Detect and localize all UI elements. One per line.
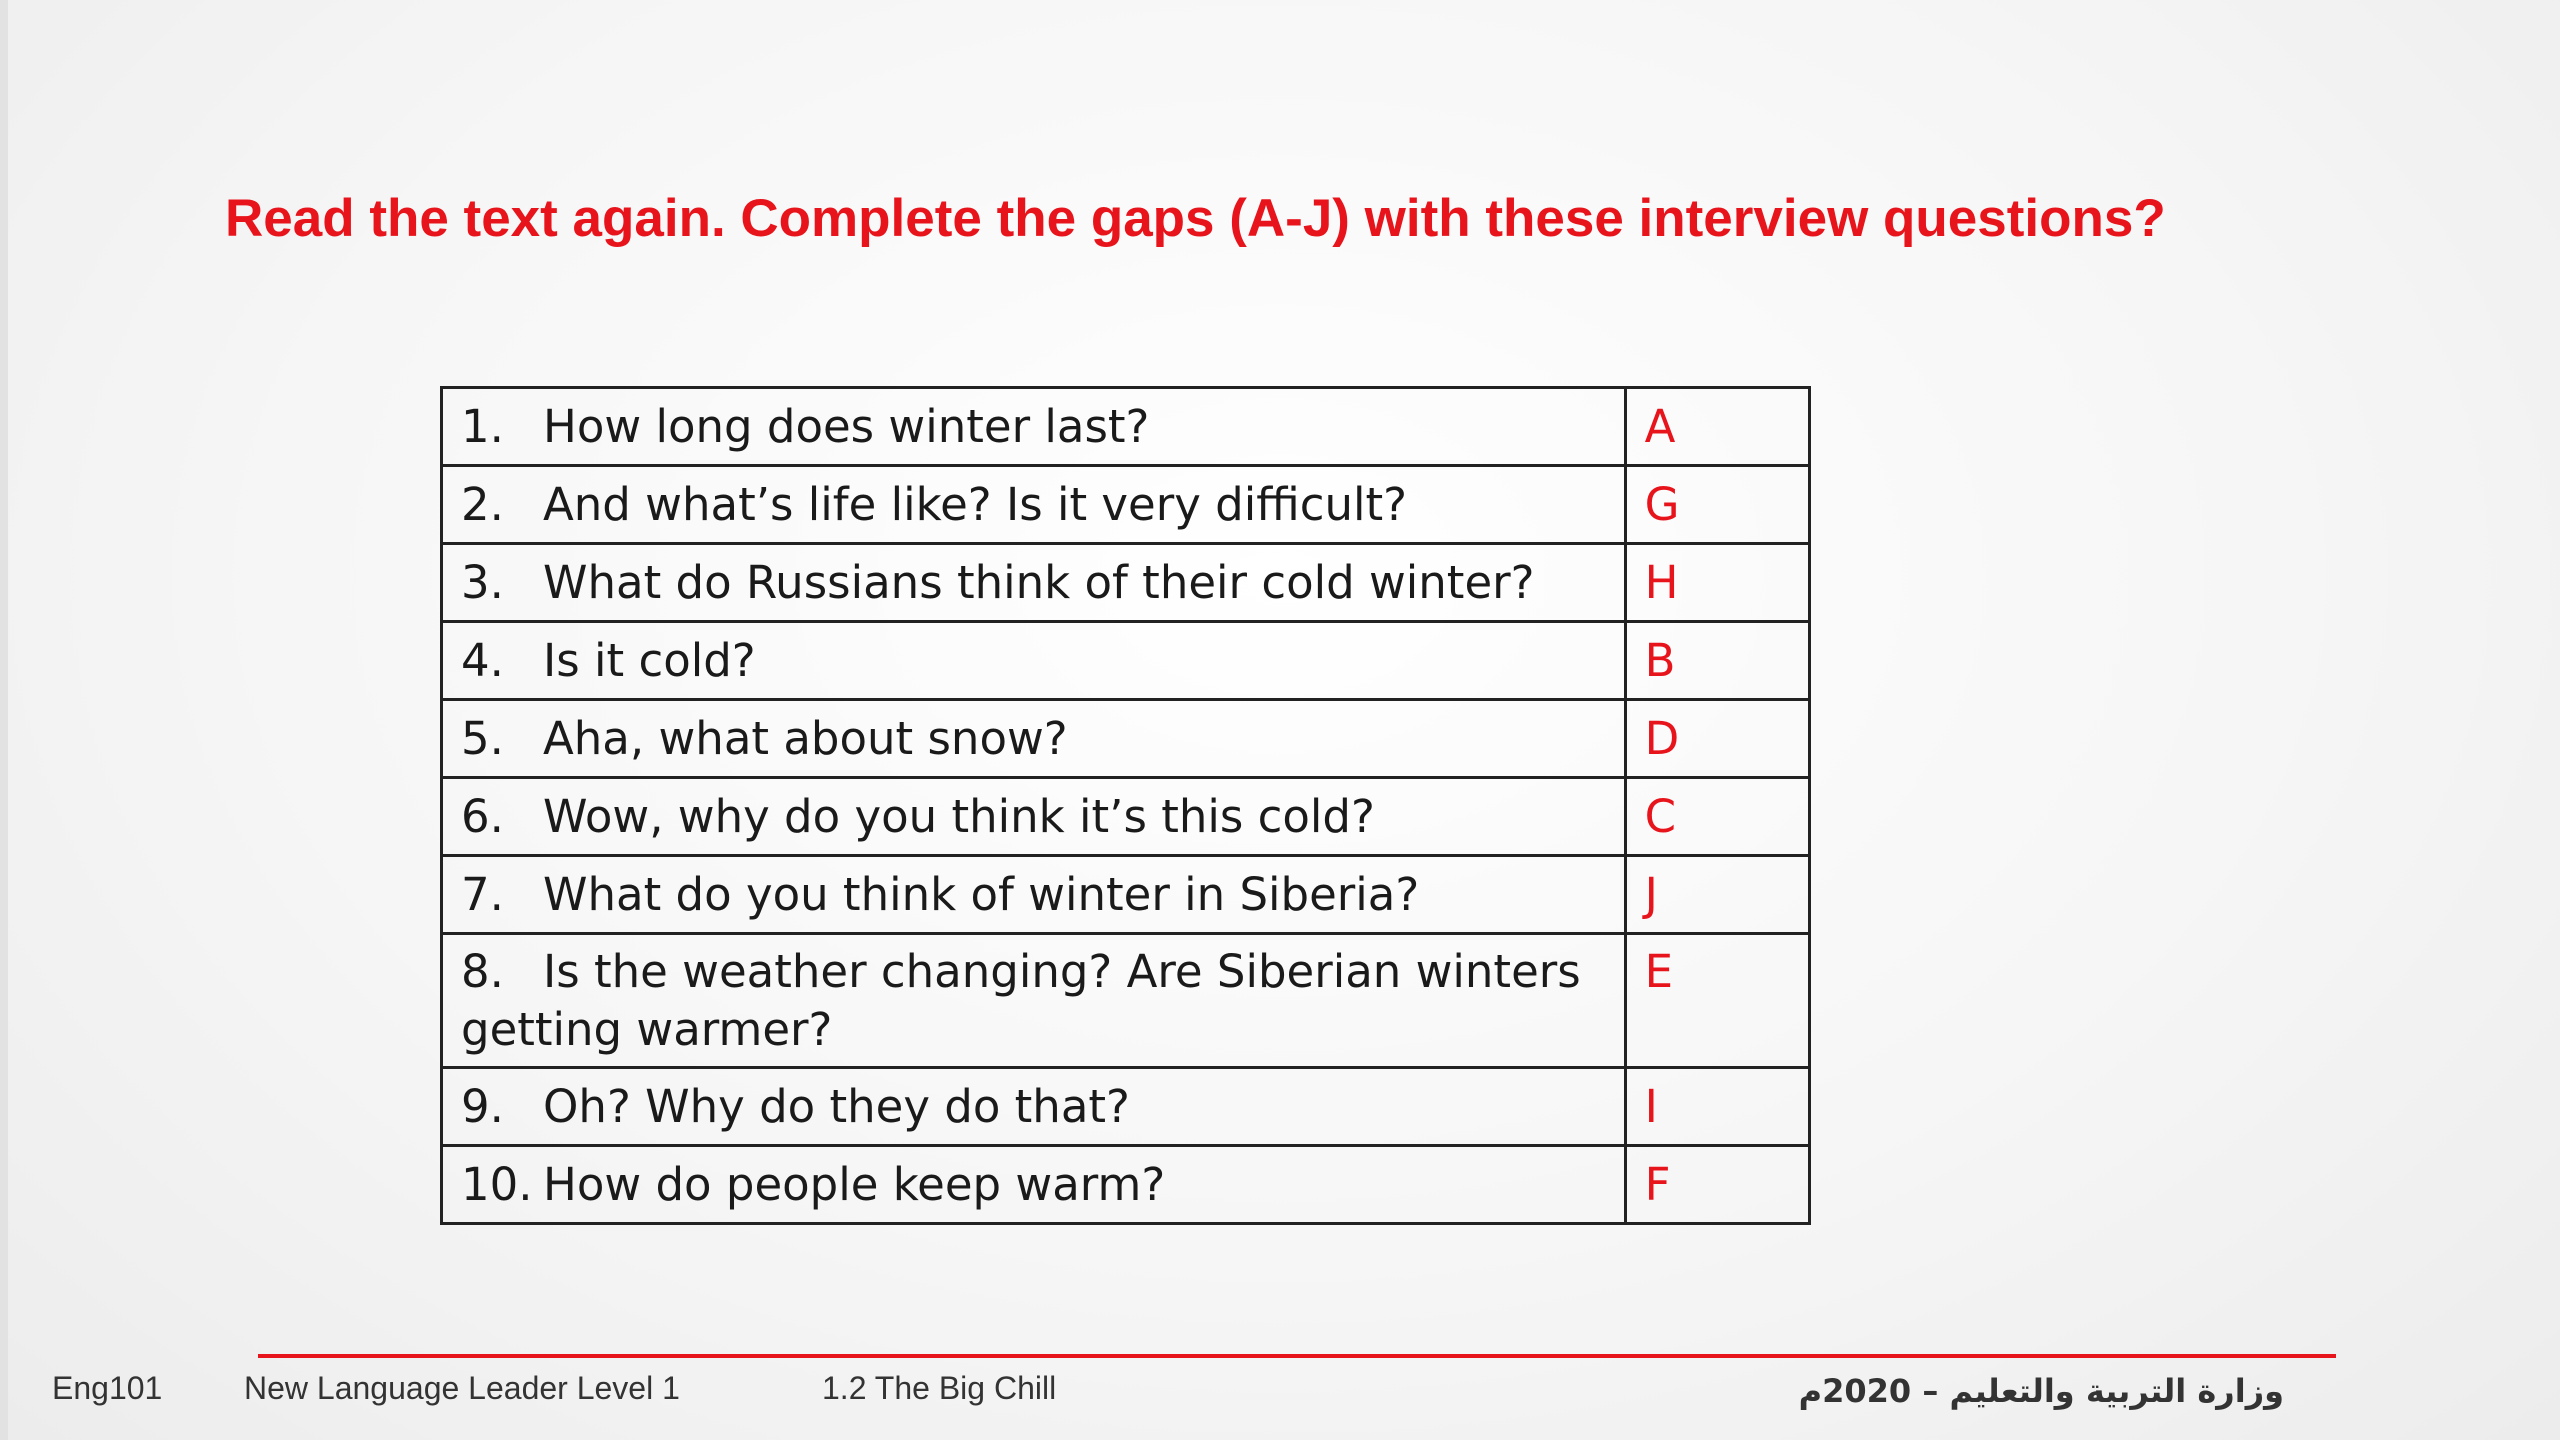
question-text: Is it cold?	[543, 633, 756, 687]
answer-cell: J	[1625, 856, 1809, 934]
question-cell	[442, 1068, 1626, 1146]
question-number: 3.	[461, 555, 504, 609]
question-text: What do you think of winter in Siberia?	[543, 867, 1420, 921]
question-cell	[442, 778, 1626, 856]
question-number: 1.	[461, 399, 504, 453]
table-row	[442, 934, 1810, 1068]
answer-cell: D	[1625, 700, 1809, 778]
question-cell	[442, 466, 1626, 544]
table-row	[442, 1068, 1810, 1146]
table-row	[442, 700, 1810, 778]
question-number: 8.	[461, 944, 504, 998]
answer-cell: G	[1625, 466, 1809, 544]
question-text: And what’s life like? Is it very difficult?	[543, 477, 1408, 531]
footer-ministry: وزارة التربية والتعليم – 2020م	[1798, 1372, 2284, 1410]
table-row	[442, 622, 1810, 700]
question-cell	[442, 700, 1626, 778]
table-row	[442, 1146, 1810, 1224]
question-text: Wow, why do you think it’s this cold?	[543, 789, 1375, 843]
answer-cell: B	[1625, 622, 1809, 700]
question-number: 4.	[461, 633, 504, 687]
table-row	[442, 778, 1810, 856]
question-cell	[442, 388, 1626, 466]
question-text: What do Russians think of their cold winter?	[543, 555, 1535, 609]
table-row	[442, 388, 1810, 466]
question-text: Aha, what about snow?	[543, 711, 1068, 765]
question-cell	[442, 856, 1626, 934]
answer-cell: I	[1625, 1068, 1809, 1146]
question-text: Is the weather changing? Are Siberian winters getting warmer?	[461, 944, 1581, 1056]
answer-cell: F	[1625, 1146, 1809, 1224]
footer-divider	[258, 1354, 2336, 1358]
answer-cell: H	[1625, 544, 1809, 622]
question-cell	[442, 1146, 1626, 1224]
slide-edge	[0, 0, 8, 1440]
question-number: 9.	[461, 1079, 504, 1133]
questions-table	[440, 386, 1811, 1225]
slide-title: Read the text again. Complete the gaps (A-J) with these interview questions?	[225, 189, 2166, 248]
table-row	[442, 466, 1810, 544]
footer-unit: 1.2 The Big Chill	[822, 1370, 1057, 1406]
question-text: How long does winter last?	[543, 399, 1150, 453]
question-number: 7.	[461, 867, 504, 921]
question-cell	[442, 544, 1626, 622]
question-text: Oh? Why do they do that?	[543, 1079, 1130, 1133]
answer-cell: C	[1625, 778, 1809, 856]
question-number: 6.	[461, 789, 504, 843]
answer-cell: A	[1625, 388, 1809, 466]
question-number: 10.	[461, 1157, 533, 1211]
footer-book: New Language Leader Level 1	[244, 1370, 680, 1406]
question-cell	[442, 934, 1626, 1068]
question-number: 2.	[461, 477, 504, 531]
table-row	[442, 856, 1810, 934]
question-cell	[442, 622, 1626, 700]
question-number: 5.	[461, 711, 504, 765]
question-text: How do people keep warm?	[543, 1157, 1166, 1211]
answer-cell: E	[1625, 934, 1809, 1068]
table-row	[442, 544, 1810, 622]
footer-course: Eng101	[52, 1370, 163, 1406]
